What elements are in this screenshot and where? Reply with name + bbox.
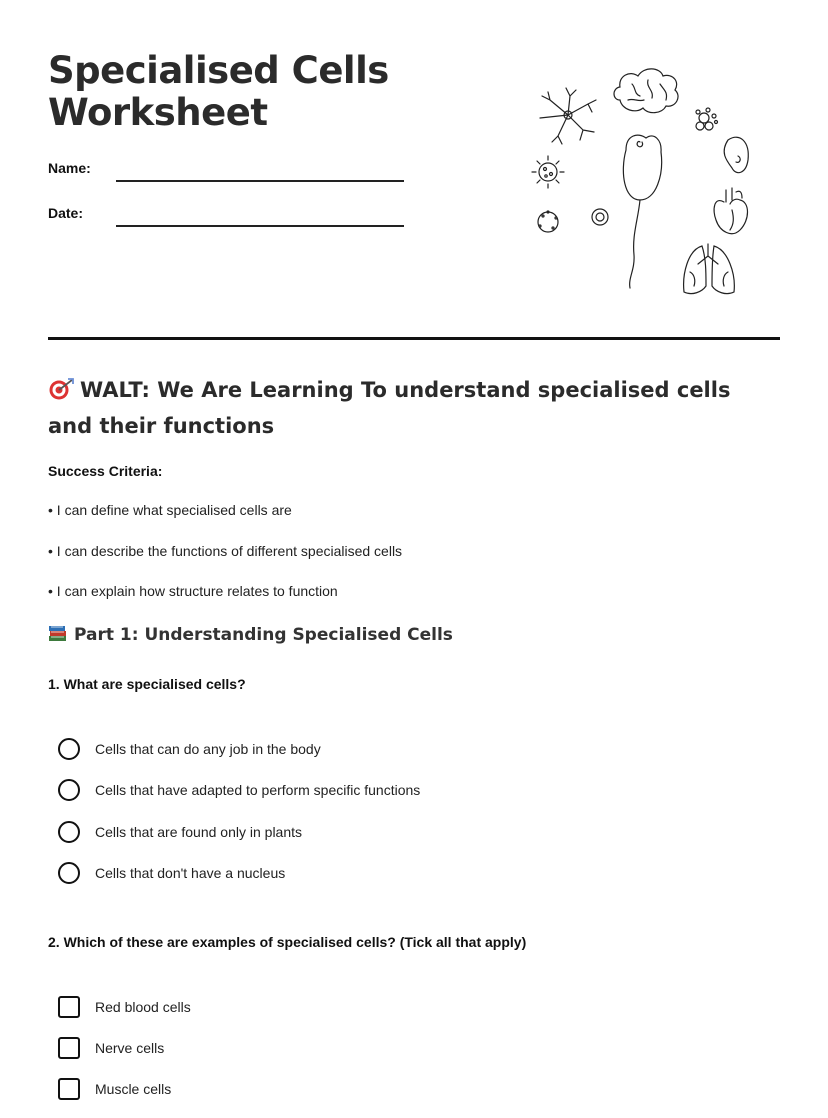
checkbox[interactable] xyxy=(58,1078,80,1100)
date-field[interactable] xyxy=(116,225,404,227)
q1-option-1[interactable] xyxy=(58,737,321,761)
walt-text: WALT: We Are Learning To understand specialised cells and their functions xyxy=(48,378,731,438)
brain-icon xyxy=(614,69,678,113)
books-icon xyxy=(48,624,68,642)
success-criteria-label: Success Criteria: xyxy=(48,463,163,479)
round-cell-icon xyxy=(538,211,558,232)
q1-option-4-label: Cells that don't have a nucleus xyxy=(95,865,286,881)
header-divider xyxy=(48,337,780,340)
radio-button[interactable] xyxy=(58,779,80,801)
q1-option-2-label: Cells that have adapted to perform specific functions xyxy=(95,782,421,798)
cells-illustration xyxy=(528,60,758,300)
q2-option-1-label: Red blood cells xyxy=(95,999,191,1015)
virus-icon xyxy=(532,156,564,188)
red-blood-cell-icon xyxy=(592,209,608,225)
title-line-1: Specialised Cells xyxy=(48,49,389,92)
q1-option-1-label: Cells that can do any job in the body xyxy=(95,741,321,757)
part1-heading-text: Part 1: Understanding Specialised Cells xyxy=(74,625,453,645)
name-label: Name: xyxy=(48,160,91,176)
question2-text: 2. Which of these are examples of specialised cells? (Tick all that apply) xyxy=(48,934,527,950)
criteria-item-1: • I can define what specialised cells are xyxy=(48,502,292,518)
target-icon xyxy=(48,378,74,400)
worksheet-title xyxy=(48,50,389,134)
part1-heading xyxy=(48,624,453,645)
q1-option-4[interactable] xyxy=(58,861,285,885)
q1-option-2[interactable] xyxy=(58,778,420,802)
q1-option-3-label: Cells that are found only in plants xyxy=(95,824,303,840)
checkbox[interactable] xyxy=(58,1037,80,1059)
bean-cell-icon xyxy=(724,137,748,172)
walt-heading xyxy=(48,372,768,444)
lungs-icon xyxy=(684,244,735,294)
q2-option-3[interactable] xyxy=(58,1077,171,1101)
checkbox[interactable] xyxy=(58,996,80,1018)
q2-option-2-label: Nerve cells xyxy=(95,1040,165,1056)
title-line-2: Worksheet xyxy=(48,91,268,134)
heart-icon xyxy=(714,188,747,234)
q1-option-3[interactable] xyxy=(58,820,302,844)
neuron-icon xyxy=(540,88,596,144)
criteria-item-2: • I can describe the functions of different specialised cells xyxy=(48,543,403,559)
name-field[interactable] xyxy=(116,180,404,182)
radio-button[interactable] xyxy=(58,862,80,884)
date-label: Date: xyxy=(48,205,84,221)
q2-option-2[interactable] xyxy=(58,1036,164,1060)
criteria-item-3: • I can explain how structure relates to function xyxy=(48,583,338,599)
question1-text: 1. What are specialised cells? xyxy=(48,676,246,692)
bacteria-cluster-icon xyxy=(696,108,718,130)
q2-option-1[interactable] xyxy=(58,995,191,1019)
q2-option-3-label: Muscle cells xyxy=(95,1081,172,1097)
sperm-cell-icon xyxy=(623,135,661,288)
radio-button[interactable] xyxy=(58,821,80,843)
radio-button[interactable] xyxy=(58,738,80,760)
